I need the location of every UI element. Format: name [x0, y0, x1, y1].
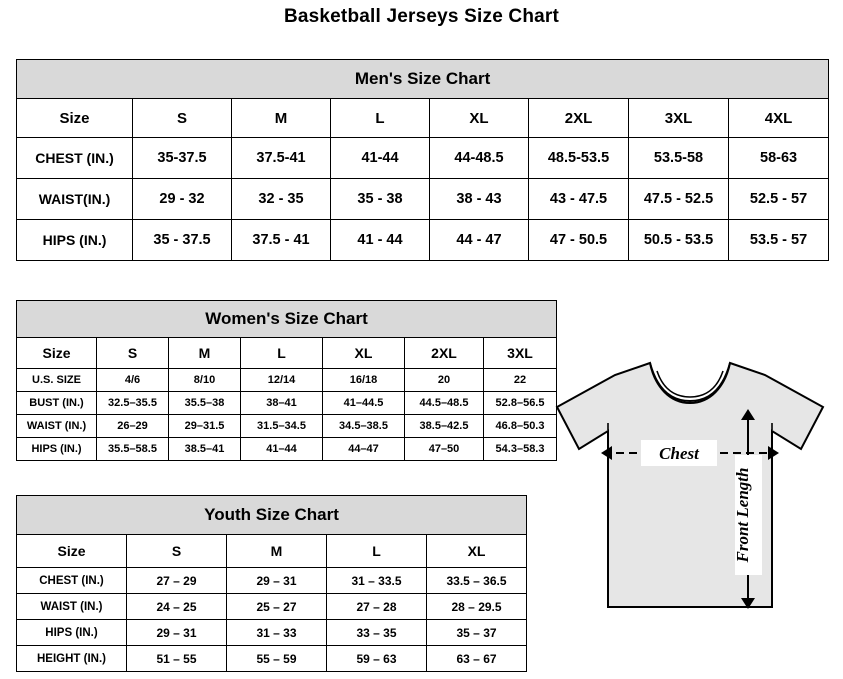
table-column-header-row: [17, 99, 829, 138]
table-row: [17, 138, 829, 179]
womens-caption: Women's Size Chart: [17, 301, 557, 338]
cell: 26–29: [97, 415, 169, 438]
cell: 51 – 55: [127, 646, 227, 672]
cell: 8/10: [169, 369, 241, 392]
cell: 38–41: [241, 392, 323, 415]
table-row: [17, 415, 557, 438]
cell: 44.5–48.5: [405, 392, 484, 415]
cell: 55 – 59: [227, 646, 327, 672]
row-label-hips: HIPS (IN.): [17, 438, 97, 461]
col-header-m: M: [227, 535, 327, 568]
row-label-hips: HIPS (IN.): [17, 220, 133, 261]
col-header-s: S: [127, 535, 227, 568]
cell: 35.5–58.5: [97, 438, 169, 461]
cell: 33.5 – 36.5: [427, 568, 527, 594]
cell: 31.5–34.5: [241, 415, 323, 438]
table-row: [17, 620, 527, 646]
col-header-s: S: [133, 99, 232, 138]
cell: 54.3–58.3: [484, 438, 557, 461]
row-label-waist: WAIST(IN.): [17, 179, 133, 220]
table-row: [17, 369, 557, 392]
row-label-chest: CHEST (IN.): [17, 568, 127, 594]
cell: 37.5 - 41: [232, 220, 331, 261]
cell: 38 - 43: [430, 179, 529, 220]
cell: 29–31.5: [169, 415, 241, 438]
cell: 24 – 25: [127, 594, 227, 620]
col-header-size: Size: [17, 535, 127, 568]
row-label-bust: BUST (IN.): [17, 392, 97, 415]
table-header-band: [17, 60, 829, 99]
mens-caption: Men's Size Chart: [17, 60, 829, 99]
cell: 41–44: [241, 438, 323, 461]
front-length-label: Front Length: [733, 467, 752, 563]
cell: 52.5 - 57: [729, 179, 829, 220]
youth-caption: Youth Size Chart: [17, 496, 527, 535]
row-label-hips: HIPS (IN.): [17, 620, 127, 646]
col-header-size: Size: [17, 99, 133, 138]
cell: 35 - 38: [331, 179, 430, 220]
col-header-m: M: [232, 99, 331, 138]
mens-table: [16, 59, 829, 261]
row-label-waist: WAIST (IN.): [17, 415, 97, 438]
cell: 50.5 - 53.5: [629, 220, 729, 261]
cell: 27 – 28: [327, 594, 427, 620]
col-header-xl: XL: [427, 535, 527, 568]
cell: 38.5–41: [169, 438, 241, 461]
row-label-chest: CHEST (IN.): [17, 138, 133, 179]
col-header-m: M: [169, 338, 241, 369]
cell: 34.5–38.5: [323, 415, 405, 438]
table-row: [17, 568, 527, 594]
col-header-2xl: 2XL: [405, 338, 484, 369]
cell: 43 - 47.5: [529, 179, 629, 220]
cell: 29 – 31: [227, 568, 327, 594]
cell: 4/6: [97, 369, 169, 392]
cell: 52.8–56.5: [484, 392, 557, 415]
row-label-us-size: U.S. SIZE: [17, 369, 97, 392]
table-row: [17, 392, 557, 415]
col-header-xl: XL: [430, 99, 529, 138]
jersey-measurement-diagram: [545, 345, 835, 665]
cell: 22: [484, 369, 557, 392]
youth-table: [16, 495, 527, 672]
cell: 20: [405, 369, 484, 392]
cell: 35 – 37: [427, 620, 527, 646]
col-header-4xl: 4XL: [729, 99, 829, 138]
cell: 32.5–35.5: [97, 392, 169, 415]
table-row: [17, 438, 557, 461]
row-label-height: HEIGHT (IN.): [17, 646, 127, 672]
table-column-header-row: [17, 535, 527, 568]
cell: 35 - 37.5: [133, 220, 232, 261]
cell: 27 – 29: [127, 568, 227, 594]
cell: 33 – 35: [327, 620, 427, 646]
table-row: [17, 646, 527, 672]
cell: 38.5–42.5: [405, 415, 484, 438]
table-row: [17, 179, 829, 220]
cell: 35-37.5: [133, 138, 232, 179]
page-title: Basketball Jerseys Size Chart: [283, 6, 560, 27]
table-row: [17, 594, 527, 620]
cell: 16/18: [323, 369, 405, 392]
cell: 28 – 29.5: [427, 594, 527, 620]
cell: 47 - 50.5: [529, 220, 629, 261]
table-header-band: [17, 301, 557, 338]
cell: 44-48.5: [430, 138, 529, 179]
cell: 46.8–50.3: [484, 415, 557, 438]
cell: 41 - 44: [331, 220, 430, 261]
cell: 47.5 - 52.5: [629, 179, 729, 220]
jersey-shirt-icon: [557, 363, 823, 607]
cell: 44 - 47: [430, 220, 529, 261]
cell: 53.5-58: [629, 138, 729, 179]
col-header-l: L: [331, 99, 430, 138]
womens-table: [16, 300, 557, 461]
col-header-3xl: 3XL: [484, 338, 557, 369]
cell: 37.5-41: [232, 138, 331, 179]
cell: 44–47: [323, 438, 405, 461]
cell: 31 – 33.5: [327, 568, 427, 594]
cell: 53.5 - 57: [729, 220, 829, 261]
cell: 63 – 67: [427, 646, 527, 672]
cell: 58-63: [729, 138, 829, 179]
cell: 29 - 32: [133, 179, 232, 220]
cell: 12/14: [241, 369, 323, 392]
cell: 48.5-53.5: [529, 138, 629, 179]
cell: 31 – 33: [227, 620, 327, 646]
table-row: [17, 220, 829, 261]
cell: 47–50: [405, 438, 484, 461]
cell: 35.5–38: [169, 392, 241, 415]
col-header-l: L: [241, 338, 323, 369]
col-header-l: L: [327, 535, 427, 568]
table-column-header-row: [17, 338, 557, 369]
col-header-2xl: 2XL: [529, 99, 629, 138]
col-header-size: Size: [17, 338, 97, 369]
cell: 29 – 31: [127, 620, 227, 646]
womens-size-chart: [16, 300, 556, 461]
col-header-s: S: [97, 338, 169, 369]
cell: 41-44: [331, 138, 430, 179]
cell: 25 – 27: [227, 594, 327, 620]
col-header-xl: XL: [323, 338, 405, 369]
cell: 32 - 35: [232, 179, 331, 220]
cell: 59 – 63: [327, 646, 427, 672]
chest-label: Chest: [659, 444, 699, 463]
col-header-3xl: 3XL: [629, 99, 729, 138]
mens-size-chart: [16, 59, 828, 261]
row-label-waist: WAIST (IN.): [17, 594, 127, 620]
table-header-band: [17, 496, 527, 535]
youth-size-chart: [16, 495, 526, 672]
cell: 41–44.5: [323, 392, 405, 415]
